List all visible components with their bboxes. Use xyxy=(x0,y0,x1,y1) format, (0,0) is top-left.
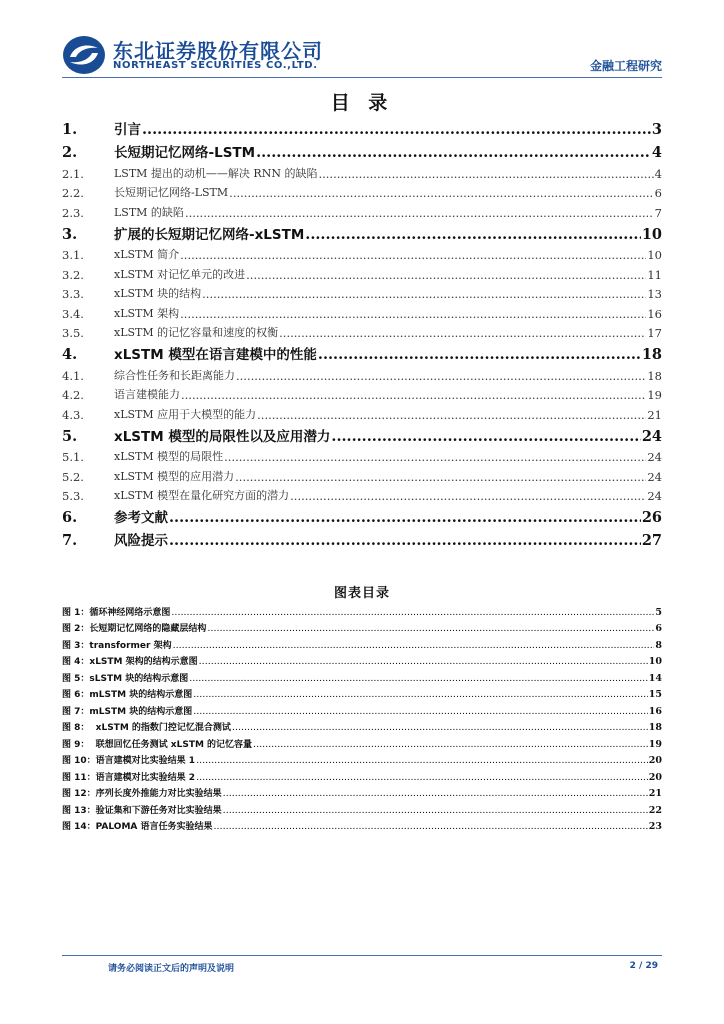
toc-entry-title: xLSTM 块的结构 xyxy=(114,287,202,300)
toc-entry-page: 11 xyxy=(647,267,662,282)
dot-leader xyxy=(142,121,651,138)
toc-entry-number: 3.3. xyxy=(62,287,84,301)
toc-entry-title: xLSTM 模型在语言建模中的性能 xyxy=(114,347,317,363)
figure-entry-label: 图 6：mLSTM 块的结构示意图 xyxy=(62,690,193,700)
figure-entry-page: 19 xyxy=(648,738,662,750)
toc-entry[interactable] xyxy=(62,464,662,484)
dot-leader xyxy=(207,623,654,634)
figures-title: 图表目录 xyxy=(333,586,390,601)
toc-entry[interactable] xyxy=(62,363,662,383)
toc-entry[interactable] xyxy=(62,383,662,403)
figure-entry-label: 图 12：序列长度外推能力对比实验结果 xyxy=(62,789,222,799)
figure-entry-label: 图 8： xLSTM 的指数门控记忆混合测试 xyxy=(62,723,231,733)
figure-entry[interactable] xyxy=(62,634,662,651)
figure-entry-page: 16 xyxy=(648,705,662,717)
toc-entry-page: 24 xyxy=(647,450,662,464)
toc-entry-number: 2. xyxy=(62,144,78,161)
toc-entry[interactable] xyxy=(62,503,662,526)
toc-entry-title: xLSTM 的记忆容量和速度的权衡 xyxy=(114,326,279,339)
figure-entry[interactable] xyxy=(62,601,662,618)
toc-entry[interactable] xyxy=(62,138,662,161)
toc-entry-page: 24 xyxy=(647,469,662,484)
figure-entry-label: 图 13：验证集和下游任务对比实验结果 xyxy=(62,805,222,816)
dot-leader xyxy=(318,167,653,181)
dot-leader xyxy=(181,388,646,402)
dot-leader xyxy=(180,248,646,262)
dot-leader xyxy=(331,428,640,445)
page-title: 目 录 xyxy=(330,92,394,114)
figure-entry[interactable] xyxy=(62,750,662,767)
toc-entry-page: 17 xyxy=(647,326,662,340)
figure-entry-page: 6 xyxy=(655,623,662,634)
figure-entry-label: 图 4：xLSTM 架构的结构示意图 xyxy=(62,657,198,667)
toc-entry-page: 13 xyxy=(647,287,662,301)
figure-entry-label: 图 10：语言建模对比实验结果 1 xyxy=(62,756,196,766)
toc-entry-number: 4.1. xyxy=(62,368,84,383)
toc-entry-page: 18 xyxy=(641,346,662,363)
toc-entry-title: xLSTM 模型的应用潜力 xyxy=(114,469,235,483)
dot-leader xyxy=(196,755,648,766)
dot-leader xyxy=(223,788,648,799)
figure-entry[interactable] xyxy=(62,733,662,750)
toc-entry-title: xLSTM 应用于大模型的能力 xyxy=(114,407,257,421)
dot-leader xyxy=(199,656,648,667)
figure-entry-label: 图 14：PALOMA 语言任务实验结果 xyxy=(62,822,213,832)
toc-entry-title: 长短期记忆网络-LSTM xyxy=(114,186,229,199)
dot-leader xyxy=(169,532,641,549)
figure-entry[interactable] xyxy=(62,618,662,635)
figure-entry-page: 21 xyxy=(648,788,662,799)
toc-entry-page: 19 xyxy=(647,388,662,402)
figure-entry[interactable] xyxy=(62,717,662,734)
dot-leader xyxy=(318,346,641,363)
toc-entry-page: 16 xyxy=(647,306,662,321)
dot-leader xyxy=(253,739,648,750)
company-logo-icon xyxy=(62,35,106,75)
figure-entry[interactable] xyxy=(62,799,662,816)
dot-leader xyxy=(290,489,646,503)
toc-entry-title: xLSTM 简介 xyxy=(114,248,180,261)
department-label: 金融工程研究 xyxy=(589,59,662,73)
toc-entry-page: 4 xyxy=(651,144,662,161)
toc-entry-number: 3. xyxy=(62,225,78,243)
toc-entry[interactable] xyxy=(62,200,662,220)
toc-entry[interactable] xyxy=(62,181,662,201)
figure-entry-page: 5 xyxy=(655,606,662,618)
footer-divider xyxy=(62,955,662,956)
figure-entry-page: 22 xyxy=(648,804,662,816)
figure-entry[interactable] xyxy=(62,816,662,833)
footer-disclaimer: 请务必阅读正文后的声明及说明 xyxy=(108,964,235,974)
figure-entry-page: 8 xyxy=(655,639,662,651)
dot-leader xyxy=(305,226,641,243)
toc-entry[interactable] xyxy=(62,321,662,341)
figure-entry-page: 10 xyxy=(648,656,662,667)
toc-entry-title: LSTM 的缺陷 xyxy=(114,205,184,219)
toc-entry-number: 2.2. xyxy=(62,186,84,200)
figure-list xyxy=(62,601,662,832)
dot-leader xyxy=(257,408,646,422)
figure-entry-label: 图 9： 联想回忆任务测试 xLSTM 的记忆容量 xyxy=(62,739,253,750)
figure-entry[interactable] xyxy=(62,783,662,800)
toc-entry[interactable] xyxy=(62,220,662,243)
toc-entry-page: 24 xyxy=(641,427,662,445)
toc-entry[interactable] xyxy=(62,445,662,465)
toc-entry[interactable] xyxy=(62,484,662,504)
toc-entry-title: 引言 xyxy=(114,122,141,138)
dot-leader xyxy=(246,268,646,282)
figure-entry-label: 图 7：mLSTM 块的结构示意图 xyxy=(62,706,193,717)
dot-leader xyxy=(214,821,648,832)
toc-entry-number: 6. xyxy=(62,509,78,526)
figure-entry-label: 图 3：transformer 架构 xyxy=(62,640,172,651)
toc-entry-title: 参考文献 xyxy=(114,510,168,526)
toc-entry-title: 风险提示 xyxy=(114,533,168,549)
toc-entry-number: 2.3. xyxy=(62,205,84,220)
dot-leader xyxy=(202,287,646,301)
toc-entry-page: 21 xyxy=(647,407,662,422)
toc-entry[interactable] xyxy=(62,161,662,181)
figure-entry[interactable] xyxy=(62,700,662,717)
figure-entry-page: 23 xyxy=(648,821,662,832)
toc-entry-title: xLSTM 模型在量化研究方面的潜力 xyxy=(114,489,290,502)
dot-leader xyxy=(189,673,648,684)
header-divider xyxy=(62,77,662,78)
toc-entry[interactable] xyxy=(62,262,662,282)
toc-entry-number: 4. xyxy=(62,346,78,363)
toc-entry-number: 3.1. xyxy=(62,248,84,262)
toc-entry-title: 扩展的长短期记忆网络-xLSTM xyxy=(114,226,305,243)
toc-entry[interactable] xyxy=(62,243,662,263)
toc-entry-title: xLSTM 模型的局限性 xyxy=(114,450,224,463)
toc-entry[interactable] xyxy=(62,402,662,422)
figure-entry[interactable] xyxy=(62,684,662,701)
figure-entry-label: 图 5：sLSTM 块的结构示意图 xyxy=(62,673,189,684)
toc-entry-page: 24 xyxy=(647,489,662,503)
dot-leader xyxy=(223,805,648,816)
figure-entry[interactable] xyxy=(62,651,662,668)
toc-entry-title: xLSTM 对记忆单元的改进 xyxy=(114,267,246,281)
toc-entry[interactable] xyxy=(62,422,662,445)
toc-entry[interactable] xyxy=(62,282,662,302)
page-header xyxy=(62,33,662,77)
dot-leader xyxy=(193,689,648,700)
dot-leader xyxy=(171,607,654,618)
toc-entry[interactable] xyxy=(62,340,662,363)
toc-entry-number: 5.1. xyxy=(62,450,84,464)
toc-entry-number: 1. xyxy=(62,121,78,138)
figure-entry[interactable] xyxy=(62,766,662,783)
toc-entry-page: 10 xyxy=(647,248,662,262)
figure-entry-page: 20 xyxy=(648,755,662,766)
toc-entry-page: 6 xyxy=(654,186,662,200)
figure-entry-page: 20 xyxy=(648,771,662,783)
dot-leader xyxy=(232,722,648,733)
dot-leader xyxy=(236,369,646,383)
dot-leader xyxy=(169,509,641,526)
dot-leader xyxy=(229,186,654,200)
toc-entry-title: LSTM 提出的动机——解决 RNN 的缺陷 xyxy=(114,166,318,180)
toc-entry-title: 长短期记忆网络-LSTM xyxy=(114,145,256,161)
table-of-contents xyxy=(62,115,662,549)
toc-entry-page: 7 xyxy=(654,205,662,220)
toc-entry-page: 27 xyxy=(641,532,662,549)
figure-entry-page: 15 xyxy=(648,689,662,700)
dot-leader xyxy=(224,450,646,464)
dot-leader xyxy=(185,206,654,220)
dot-leader xyxy=(256,144,651,161)
dot-leader xyxy=(235,470,646,484)
figure-entry-page: 14 xyxy=(648,672,662,684)
figure-entry-page: 18 xyxy=(648,722,662,733)
toc-entry-number: 5.2. xyxy=(62,469,84,484)
toc-entry-number: 3.2. xyxy=(62,267,84,282)
toc-entry-number: 7. xyxy=(62,532,78,549)
toc-entry-number: 4.3. xyxy=(62,407,84,422)
toc-entry-number: 5. xyxy=(62,427,78,445)
toc-entry-number: 3.5. xyxy=(62,326,84,340)
dot-leader xyxy=(180,307,646,321)
dot-leader xyxy=(173,640,655,651)
figure-entry[interactable] xyxy=(62,667,662,684)
dot-leader xyxy=(193,706,648,717)
company-name-cn: 东北证券股份有限公司 xyxy=(113,39,323,63)
toc-entry-title: 综合性任务和长距离能力 xyxy=(114,368,235,382)
toc-entry-number: 2.1. xyxy=(62,166,84,181)
figure-entry-label: 图 11：语言建模对比实验结果 2 xyxy=(62,772,196,783)
figure-entry-label: 图 1：循环神经网络示意图 xyxy=(62,607,171,618)
toc-entry[interactable] xyxy=(62,301,662,321)
toc-entry-page: 18 xyxy=(647,368,662,383)
toc-entry-page: 4 xyxy=(654,166,662,181)
dot-leader xyxy=(196,772,648,783)
footer-page-number: 2 / 29 xyxy=(629,961,658,971)
toc-entry-title: xLSTM 架构 xyxy=(114,306,180,320)
dot-leader xyxy=(279,326,646,340)
toc-entry[interactable] xyxy=(62,526,662,549)
toc-entry[interactable] xyxy=(62,115,662,138)
toc-entry-page: 26 xyxy=(641,509,662,526)
toc-entry-title: xLSTM 模型的局限性以及应用潜力 xyxy=(114,428,331,445)
toc-entry-number: 5.3. xyxy=(62,489,84,503)
toc-entry-number: 4.2. xyxy=(62,388,84,402)
toc-entry-title: 语言建模能力 xyxy=(114,388,180,401)
company-name-en: NORTHEAST SECURITIES CO.,LTD. xyxy=(113,60,318,71)
figure-entry-label: 图 2：长短期记忆网络的隐藏层结构 xyxy=(62,624,207,634)
toc-entry-page: 3 xyxy=(651,121,662,138)
toc-entry-page: 10 xyxy=(641,225,662,243)
toc-entry-number: 3.4. xyxy=(62,306,84,321)
